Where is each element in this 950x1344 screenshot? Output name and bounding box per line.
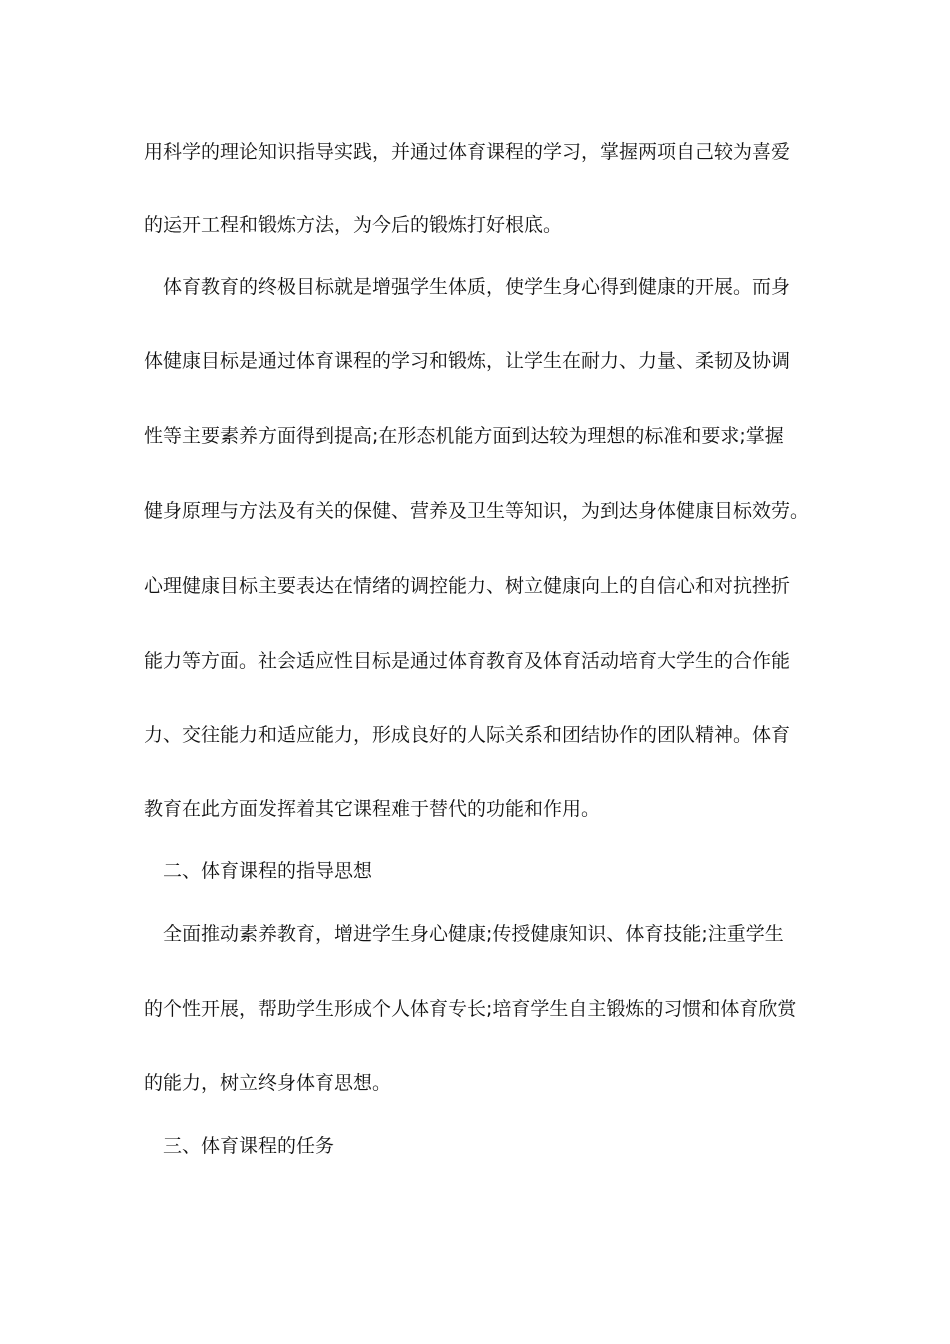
paragraph-start-line: 全面推动素养教育，增进学生身心健康;传授健康知识、体育技能;注重学生	[163, 923, 784, 945]
text-line: 用科学的理论知识指导实践，并通过体育课程的学习，掌握两项自己较为喜爱	[144, 141, 791, 163]
text-line: 力、交往能力和适应能力，形成良好的人际关系和团结协作的团队精神。体育	[144, 724, 791, 746]
text-line: 体健康目标是通过体育课程的学习和锻炼，让学生在耐力、力量、柔韧及协调	[144, 350, 791, 372]
section-heading: 三、体育课程的任务	[163, 1135, 335, 1157]
text-line: 能力等方面。社会适应性目标是通过体育教育及体育活动培育大学生的合作能	[144, 650, 791, 672]
text-line: 教育在此方面发挥着其它课程难于替代的功能和作用。	[144, 798, 601, 820]
text-line: 的运开工程和锻炼方法，为今后的锻炼打好根底。	[144, 214, 563, 236]
text-line: 健身原理与方法及有关的保健、营养及卫生等知识，为到达身体健康目标效劳。	[144, 500, 810, 522]
section-heading: 二、体育课程的指导思想	[163, 860, 373, 882]
text-line: 心理健康目标主要表达在情绪的调控能力、树立健康向上的自信心和对抗挫折	[144, 575, 791, 597]
text-line: 的能力，树立终身体育思想。	[144, 1072, 392, 1094]
paragraph-start-line: 体育教育的终极目标就是增强学生体质，使学生身心得到健康的开展。而身	[163, 276, 791, 298]
text-line: 性等主要素养方面得到提高;在形态机能方面到达较为理想的标准和要求;掌握	[144, 425, 784, 447]
text-line: 的个性开展，帮助学生形成个人体育专长;培育学生自主锻炼的习惯和体育欣赏	[144, 998, 797, 1020]
